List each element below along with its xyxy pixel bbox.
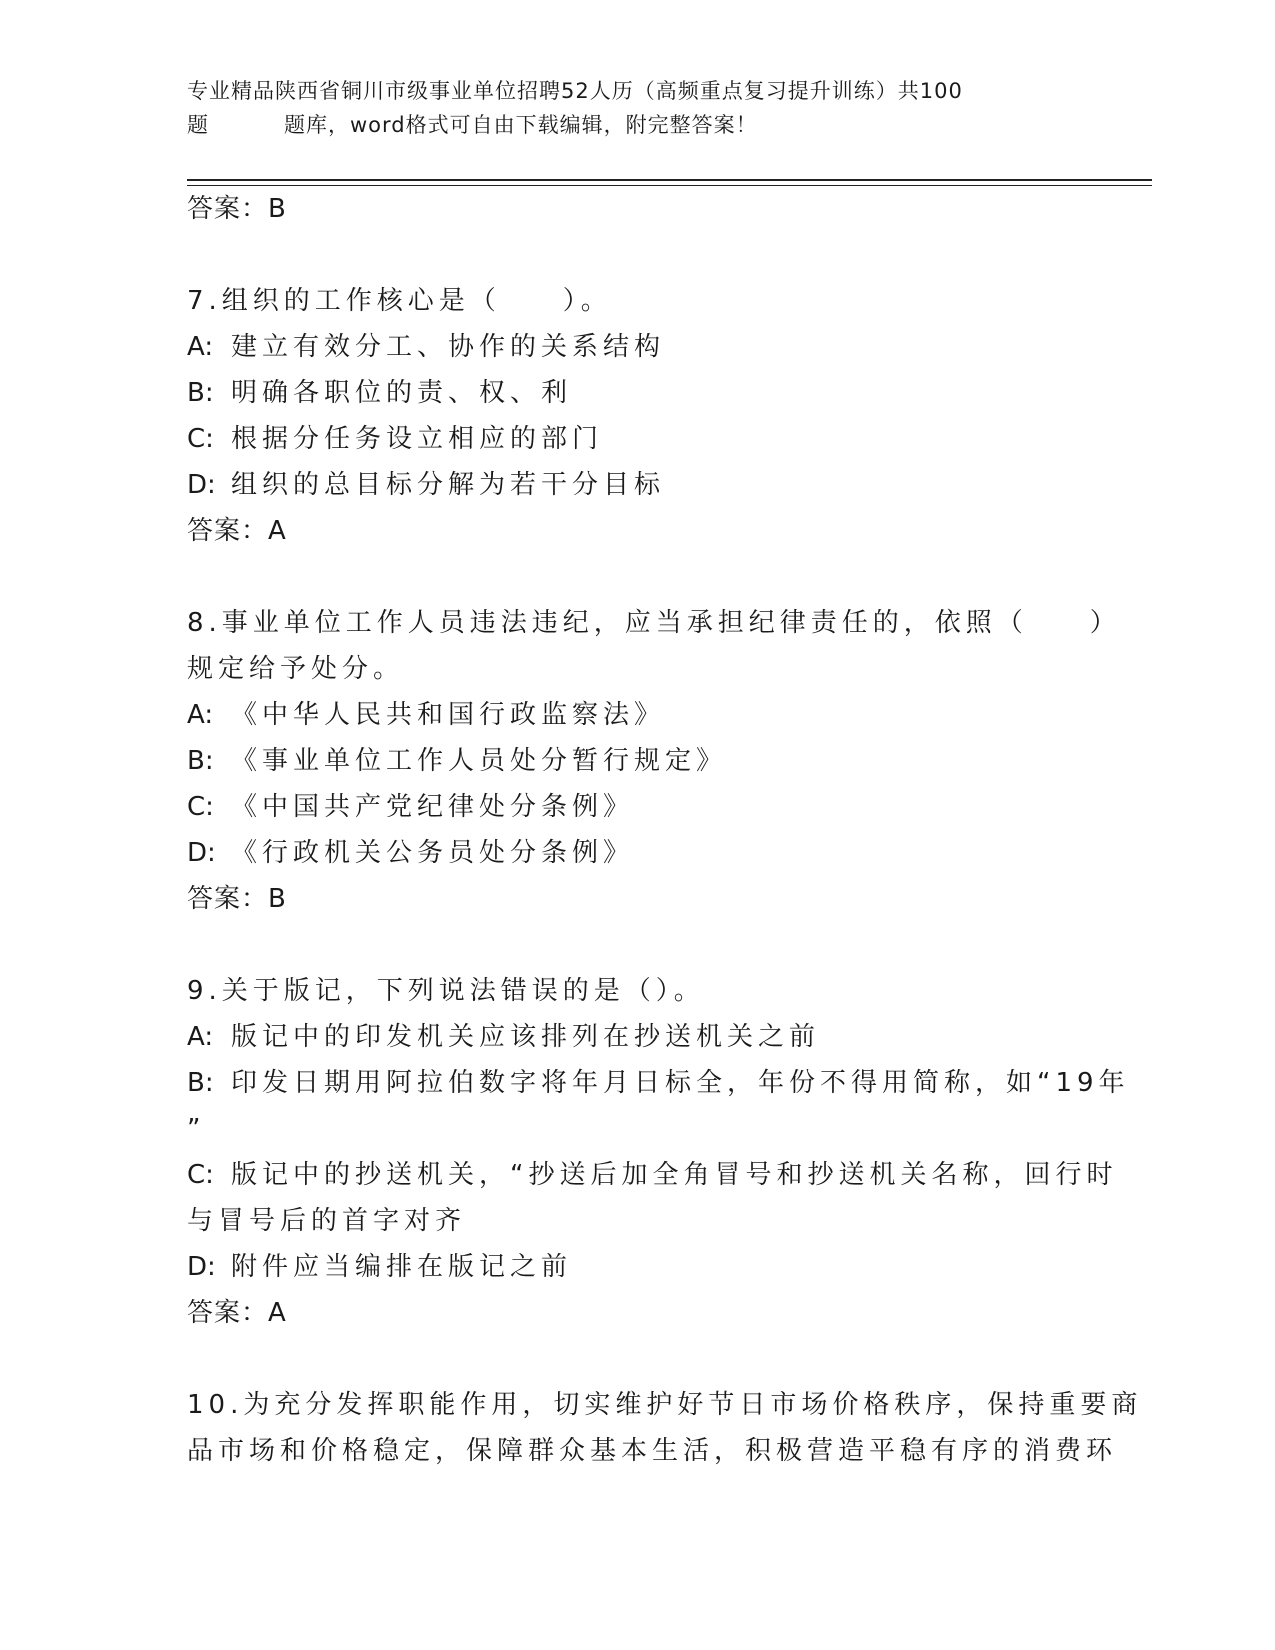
question-stem: 7.组织的工作核心是（ ）。 <box>187 286 612 316</box>
option-label: A: <box>187 700 214 730</box>
option-text: 版记中的印发机关应该排列在抄送机关之前 <box>231 1022 821 1052</box>
option-text: 根据分任务设立相应的部门 <box>231 424 604 454</box>
option-line <box>187 370 1087 416</box>
question-stem: 规定给予处分。 <box>187 654 405 684</box>
option-label: B: <box>187 378 214 408</box>
answer-line: 答案：A <box>187 1298 287 1328</box>
option-label: D: <box>187 1252 216 1282</box>
question-stem: 8.事业单位工作人员违法违纪，应当承担纪律责任的，依照（ ） <box>187 608 1121 638</box>
option-label: B: <box>187 746 214 776</box>
option-line <box>187 324 1087 370</box>
option-continuation: 与冒号后的首字对齐 <box>187 1206 467 1236</box>
option-label: A: <box>187 332 214 362</box>
question-stem: 品市场和价格稳定，保障群众基本生活，积极营造平稳有序的消费环 <box>187 1436 1118 1466</box>
option-line <box>187 692 1087 738</box>
option-text: 建立有效分工、协作的关系结构 <box>231 332 666 362</box>
answer-line: 答案：B <box>187 194 287 224</box>
option-line <box>187 830 1087 876</box>
header-line-2-left: 题 <box>187 113 209 137</box>
option-line <box>187 416 1087 462</box>
option-line <box>187 738 1087 784</box>
option-text: 印发日期用阿拉伯数字将年月日标全，年份不得用简称，如“19年 <box>231 1068 1130 1098</box>
header-line-2 <box>187 108 1087 142</box>
option-line <box>187 1152 1118 1198</box>
question-stem: 10.为充分发挥职能作用，切实维护好节日市场价格秩序，保持重要商 <box>187 1390 1143 1420</box>
option-text: 附件应当编排在版记之前 <box>231 1252 573 1282</box>
option-label: C: <box>187 424 214 454</box>
option-label: C: <box>187 1160 214 1190</box>
option-text: 《中国共产党纪律处分条例》 <box>231 792 635 822</box>
option-label: D: <box>187 838 216 868</box>
option-text: 《事业单位工作人员处分暂行规定》 <box>231 746 728 776</box>
option-line <box>187 784 1087 830</box>
option-line <box>187 1244 1087 1290</box>
option-line <box>187 1014 1087 1060</box>
header-line-2-right: 题库，word格式可自由下载编辑，附完整答案！ <box>284 113 758 137</box>
option-label: D: <box>187 470 216 500</box>
option-line <box>187 462 1087 508</box>
option-text: 明确各职位的责、权、利 <box>231 378 573 408</box>
option-label: A: <box>187 1022 214 1052</box>
option-text: 版记中的抄送机关，“抄送后加全角冒号和抄送机关名称，回行时 <box>231 1160 1118 1190</box>
option-line <box>187 1060 1130 1106</box>
option-continuation: ” <box>187 1114 206 1144</box>
page-header <box>187 74 1087 142</box>
document-body <box>187 186 1143 1474</box>
option-label: C: <box>187 792 214 822</box>
option-label: B: <box>187 1068 214 1098</box>
header-rule-thick <box>187 179 1152 181</box>
option-text: 《行政机关公务员处分条例》 <box>231 838 635 868</box>
option-text: 组织的总目标分解为若干分目标 <box>231 470 666 500</box>
answer-line: 答案：A <box>187 516 287 546</box>
answer-line: 答案：B <box>187 884 287 914</box>
question-stem: 9.关于版记，下列说法错误的是（）。 <box>187 976 705 1006</box>
option-text: 《中华人民共和国行政监察法》 <box>231 700 666 730</box>
header-line-1: 专业精品陕西省铜川市级事业单位招聘52人历（高频重点复习提升训练）共100 <box>187 79 963 103</box>
